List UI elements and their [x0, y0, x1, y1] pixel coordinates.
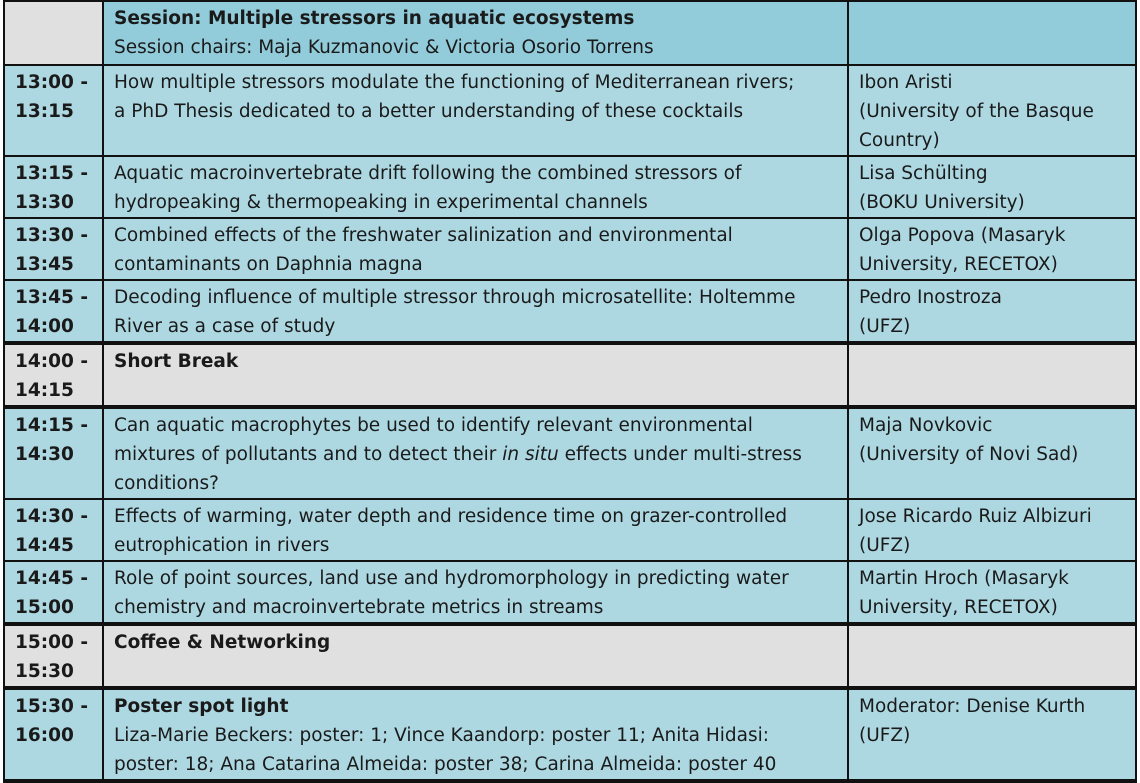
- talk-title-line: River as a case of study: [114, 316, 336, 337]
- session-header-row: [4, 1, 1136, 65]
- session-chairs: Session chairs: Maja Kuzmanovic & Victoria Osorio Torrens: [114, 37, 654, 58]
- break-speaker-cell: [848, 624, 1136, 688]
- talk-cell: [103, 218, 848, 280]
- time-end: 15:30: [15, 661, 74, 682]
- talk-title-line: How multiple stressors modulate the functioning of Mediterranean rivers;: [114, 72, 795, 93]
- time-cell: [4, 499, 103, 561]
- talk-title-line: Effects of warming, water depth and residence time on grazer-controlled: [114, 506, 788, 527]
- speaker-cell: [848, 156, 1136, 218]
- talk-title-line: a PhD Thesis dedicated to a better understanding of these cocktails: [114, 101, 744, 122]
- time-start: 13:00 -: [15, 72, 89, 93]
- time-start: 14:45 -: [15, 568, 89, 589]
- time-start: 14:30 -: [15, 506, 89, 527]
- break-label: Coffee & Networking: [114, 632, 331, 653]
- break-cell: [103, 624, 848, 688]
- talk-title-line: Aquatic macroinvertebrate drift following the combined stressors of: [114, 163, 742, 184]
- talk-cell: [103, 156, 848, 218]
- time-start: 15:30 -: [15, 696, 89, 717]
- break-cell: [103, 343, 848, 407]
- poster-row: [4, 688, 1136, 781]
- time-cell: [4, 218, 103, 280]
- speaker-cell: [848, 65, 1136, 156]
- session-header-speaker-cell: [848, 1, 1136, 65]
- table-row: [4, 65, 1136, 156]
- time-cell: [4, 688, 103, 781]
- speaker-cell: [848, 499, 1136, 561]
- time-cell: [4, 407, 103, 499]
- time-start: 14:00 -: [15, 351, 89, 372]
- talk-italic-text: in situ: [502, 444, 559, 465]
- time-cell: [4, 343, 103, 407]
- talk-title-line: [114, 440, 841, 469]
- talk-title-line: chemistry and macroinvertebrate metrics in streams: [114, 597, 604, 618]
- speaker-line: (UFZ): [859, 535, 911, 556]
- speaker-line: (University of the Basque: [859, 101, 1094, 122]
- time-end: 13:45: [15, 254, 74, 275]
- time-end: 14:15: [15, 380, 74, 401]
- talk-title-line: Role of point sources, land use and hydromorphology in predicting water: [114, 568, 789, 589]
- time-end: 13:15: [15, 101, 74, 122]
- time-start: 13:15 -: [15, 163, 89, 184]
- speaker-line: Olga Popova (Masaryk: [859, 225, 1066, 246]
- table-row: [4, 407, 1136, 499]
- time-cell: [4, 561, 103, 624]
- talk-title-line: Can aquatic macrophytes be used to identify relevant environmental: [114, 415, 753, 436]
- talk-text: mixtures of pollutants and to detect their: [114, 444, 503, 465]
- speaker-cell: [848, 407, 1136, 499]
- table-row: [4, 218, 1136, 280]
- poster-title: Poster spot light: [114, 696, 289, 717]
- time-cell: [4, 156, 103, 218]
- break-speaker-cell: [848, 343, 1136, 407]
- poster-cell: [103, 688, 848, 781]
- speaker-line: (UFZ): [859, 725, 911, 746]
- poster-list-line: Liza-Marie Beckers: poster: 1; Vince Kaandorp: poster 11; Anita Hidasi:: [114, 725, 770, 746]
- table-row: [4, 156, 1136, 218]
- speaker-cell: [848, 561, 1136, 624]
- table-row: [4, 280, 1136, 343]
- table-row: [4, 561, 1136, 624]
- session-title: Session: Multiple stressors in aquatic ecosystems: [114, 8, 635, 29]
- time-end: 14:30: [15, 444, 74, 465]
- break-row: [4, 343, 1136, 407]
- time-start: 14:15 -: [15, 415, 89, 436]
- talk-cell: [103, 280, 848, 343]
- speaker-line: (University of Novi Sad): [859, 444, 1079, 465]
- speaker-line: Ibon Aristi: [859, 72, 953, 93]
- talk-title-line: eutrophication in rivers: [114, 535, 330, 556]
- time-start: 13:45 -: [15, 287, 89, 308]
- time-end: 15:00: [15, 597, 74, 618]
- speaker-line: (UFZ): [859, 316, 911, 337]
- time-cell: [4, 624, 103, 688]
- talk-title-line: contaminants on Daphnia magna: [114, 254, 423, 275]
- talk-title-line: Combined effects of the freshwater salinization and environmental: [114, 225, 733, 246]
- speaker-cell: [848, 280, 1136, 343]
- break-row: [4, 624, 1136, 688]
- session-header-cell: [103, 1, 848, 65]
- time-end: 13:30: [15, 192, 74, 213]
- session-schedule-table: [3, 0, 1137, 783]
- time-end: 16:00: [15, 725, 74, 746]
- time-cell: [4, 280, 103, 343]
- talk-cell: [103, 65, 848, 156]
- poster-list-line: poster: 18; Ana Catarina Almeida: poster 38; Carina Almeida: poster 40: [114, 754, 777, 775]
- time-end: 14:00: [15, 316, 74, 337]
- speaker-line: Martin Hroch (Masaryk: [859, 568, 1069, 589]
- talk-cell: [103, 407, 848, 499]
- time-cell: [4, 65, 103, 156]
- speaker-line: University, RECETOX): [859, 597, 1058, 618]
- talk-title-line: conditions?: [114, 473, 219, 494]
- speaker-line: Jose Ricardo Ruiz Albizuri: [859, 506, 1092, 527]
- talk-text: effects under multi-stress: [558, 444, 802, 465]
- session-header-time-cell: [4, 1, 103, 65]
- speaker-line: Moderator: Denise Kurth: [859, 696, 1086, 717]
- talk-cell: [103, 561, 848, 624]
- speaker-cell: [848, 688, 1136, 781]
- talk-cell: [103, 499, 848, 561]
- time-start: 13:30 -: [15, 225, 89, 246]
- speaker-line: (BOKU University): [859, 192, 1025, 213]
- speaker-line: Pedro Inostroza: [859, 287, 1002, 308]
- table-row: [4, 499, 1136, 561]
- time-start: 15:00 -: [15, 632, 89, 653]
- speaker-line: Maja Novkovic: [859, 415, 993, 436]
- speaker-line: Lisa Schülting: [859, 163, 988, 184]
- speaker-line: University, RECETOX): [859, 254, 1058, 275]
- speaker-line: Country): [859, 130, 940, 151]
- talk-title-line: hydropeaking & thermopeaking in experimental channels: [114, 192, 648, 213]
- talk-title-line: Decoding influence of multiple stressor through microsatellite: Holtemme: [114, 287, 796, 308]
- time-end: 14:45: [15, 535, 74, 556]
- break-label: Short Break: [114, 351, 239, 372]
- speaker-cell: [848, 218, 1136, 280]
